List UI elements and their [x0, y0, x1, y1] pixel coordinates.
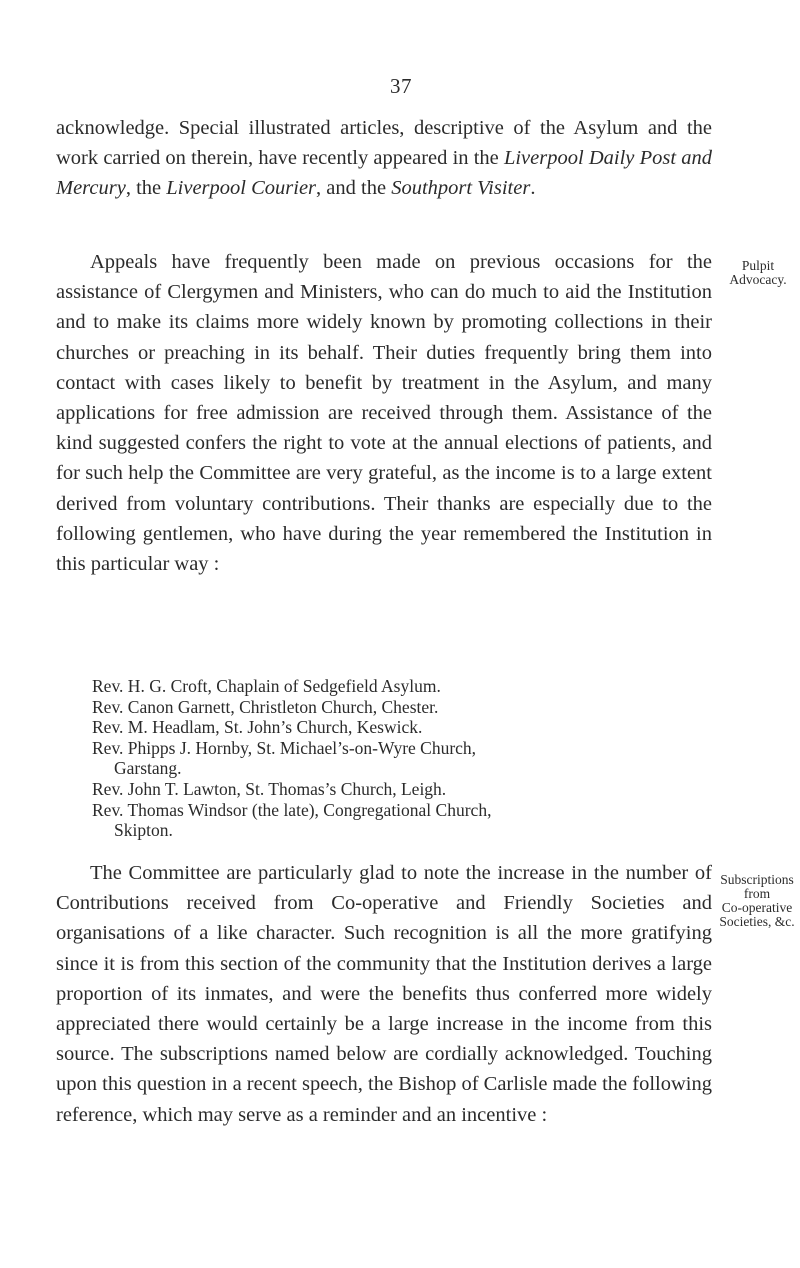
list-item	[92, 779, 732, 800]
list-item-line: Rev. John T. Lawton, St. Thomas’s Church, Leigh.	[92, 778, 447, 799]
publication-liverpool-daily-post: Liverpool Daily Post and Mercury	[56, 147, 712, 200]
list-item-line: Rev. H. G. Croft, Chaplain of Sedgefield Asylum.	[92, 676, 441, 696]
paragraph-text	[56, 113, 712, 204]
list-item-line: Rev. M. Headlam, St. John’s Church, Keswick.	[92, 717, 423, 738]
publication-liverpool-courier: Liverpool Courier	[166, 177, 317, 200]
list-item	[92, 717, 732, 738]
margin-note-line: Advocacy.	[729, 272, 787, 287]
list-item-line: Rev. Phipps J. Hornby, St. Michael’s-on-Wyre Church,	[92, 737, 477, 758]
margin-note-subscriptions	[714, 873, 800, 929]
list-item-continuation: Skipton.	[114, 820, 173, 841]
margin-note-line: Co-operative	[721, 900, 793, 915]
margin-note-line: Societies, &c.	[719, 914, 795, 929]
text-run: , the	[125, 177, 167, 200]
page-number: 37	[390, 74, 412, 98]
paragraph-text: Appeals have frequently been made on previous occasions for the assistance of Clergymen and Ministers, who can do much to aid the Institution and to make its claims more widely known by promoting collections in their churches or preaching in its behalf. Their duties frequently bring them into contact with cases likely to benefit by treatment in the Asylum, and many applications for free admission are received through them. Assistance of the kind suggested confers the right to vote at the annual elections of patients, and for such help the Committee are very grateful, as the income is to a large extent derived from voluntary contributions. Their thanks are especially due to the following gentlemen, who have during the year remembered the Institution in this particular way :	[56, 251, 712, 576]
paragraph-acknowledgement	[56, 113, 712, 204]
list-item-line: Rev. Thomas Windsor (the late), Congregational Church,	[92, 799, 492, 820]
paragraph-appeals	[56, 247, 712, 579]
list-item	[92, 800, 732, 841]
paragraph-text: The Committee are particularly glad to note the increase in the number of Contributions received from Co-operative and Friendly Societies and organisations of a like character. Such recognition is all the more gratifying since it is from this section of the community that the Institution derives a large proportion of its inmates, and were the benefits thus conferred more widely appreciated there would certainly be a large increase in the income from this source. The subscriptions named below are cordially acknowledged. Touching upon this question in a recent speech, the Bishop of Carlisle made the following reference, which may serve as a reminder and an incentive :	[56, 862, 712, 1126]
margin-note-line: Subscriptions	[720, 872, 794, 887]
margin-note-pulpit-advocacy	[720, 259, 796, 287]
text-run: , and the	[316, 177, 392, 200]
list-item	[92, 738, 732, 779]
list-item-line: Rev. Canon Garnett, Christleton Church, Chester.	[92, 696, 439, 717]
list-item-continuation: Garstang.	[114, 758, 182, 779]
list-item	[92, 697, 732, 718]
text-run: .	[530, 177, 536, 200]
list-item	[92, 676, 732, 697]
paragraph-co-operative-societies	[56, 858, 712, 1130]
clergy-list	[92, 676, 732, 841]
text-run: acknowledge. Special illustrated articles, descriptive of the Asylum and the work carried on therein, have recently appeared in the	[56, 117, 712, 170]
publication-southport-visiter: Southport Visiter	[391, 177, 531, 200]
margin-note-line: Pulpit	[741, 258, 775, 273]
margin-note-line: from	[743, 886, 771, 901]
